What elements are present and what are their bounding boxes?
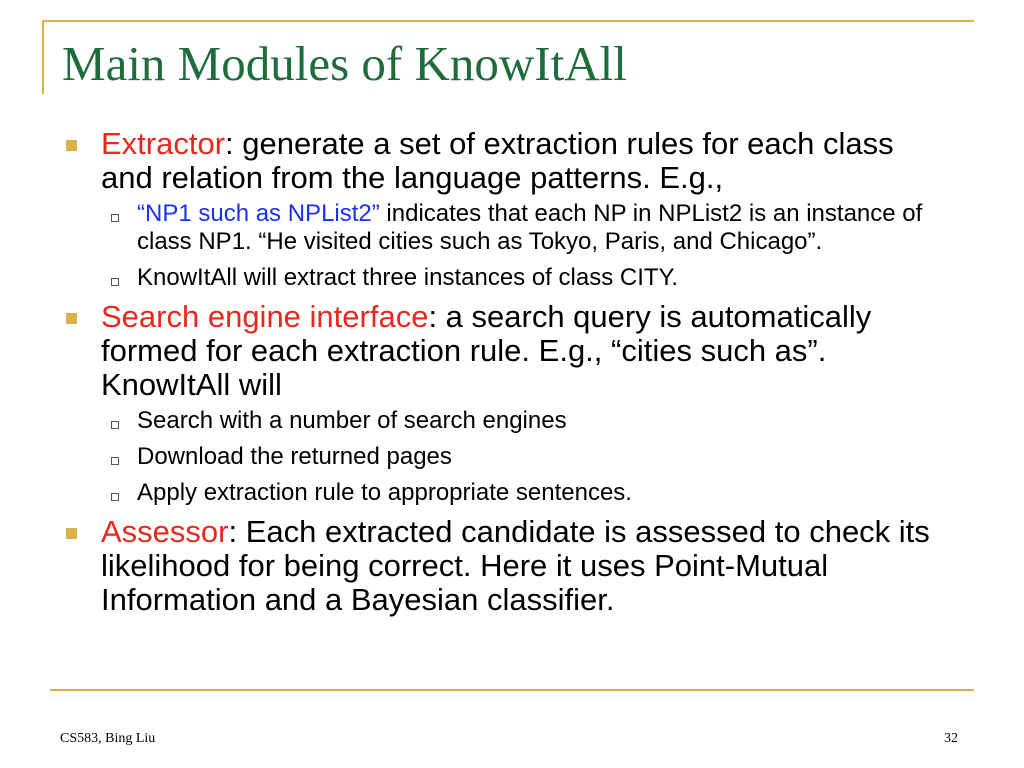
- bullet-term: Extractor: [101, 126, 226, 161]
- bullet-term: Search engine interface: [101, 299, 429, 334]
- bullet-text: : generate a set of extraction rules for each class and relation from the language patterns. E.g.,: [101, 126, 894, 195]
- bullet-text: : Each extracted candidate is assessed to check its likelihood for being correct. Here it uses Point-Mutual Information and a Bayesian classifier.: [101, 514, 930, 617]
- footer-course: CS583, Bing Liu: [60, 731, 156, 746]
- left-accent-line: [42, 20, 44, 94]
- sub-bullet-text: indicates that each NP in NPList2 is an instance of class NP1. “He visited cities such as Tokyo, Paris, and Chicago”.: [137, 200, 923, 255]
- bullet-text: : a search query is automatically formed for each extraction rule. E.g., “cities such as”. KnowItAll will: [101, 299, 872, 402]
- sub-bullet-text: KnowItAll will extract three instances of class CITY.: [137, 264, 679, 291]
- sub-bullet: [62, 407, 942, 435]
- sub-bullet: [62, 443, 942, 471]
- hollow-square-bullet-icon: [111, 278, 119, 286]
- slide-title: Main Modules of KnowItAll: [62, 36, 627, 91]
- bottom-accent-line: [50, 689, 974, 691]
- top-accent-line: [42, 20, 974, 22]
- hollow-square-bullet-icon: [111, 214, 119, 222]
- sub-bullet: [62, 479, 942, 507]
- square-bullet-icon: [66, 528, 77, 539]
- sub-bullet-text: Search with a number of search engines: [137, 407, 567, 434]
- pattern-highlight: “NP1 such as NPList2”: [137, 200, 380, 227]
- bullet-search-engine-interface: [62, 300, 942, 402]
- hollow-square-bullet-icon: [111, 421, 119, 429]
- slide-body: [62, 127, 942, 622]
- hollow-square-bullet-icon: [111, 457, 119, 465]
- square-bullet-icon: [66, 313, 77, 324]
- sub-bullet-text: Download the returned pages: [137, 443, 452, 470]
- bullet-term: Assessor: [101, 514, 229, 549]
- bullet-extractor: [62, 127, 942, 195]
- sub-bullet-text: Apply extraction rule to appropriate sentences.: [137, 479, 632, 506]
- sub-bullet: [62, 264, 942, 292]
- bullet-assessor: [62, 515, 942, 617]
- sub-bullet: [62, 200, 942, 256]
- page-number: 32: [944, 731, 958, 746]
- hollow-square-bullet-icon: [111, 493, 119, 501]
- square-bullet-icon: [66, 140, 77, 151]
